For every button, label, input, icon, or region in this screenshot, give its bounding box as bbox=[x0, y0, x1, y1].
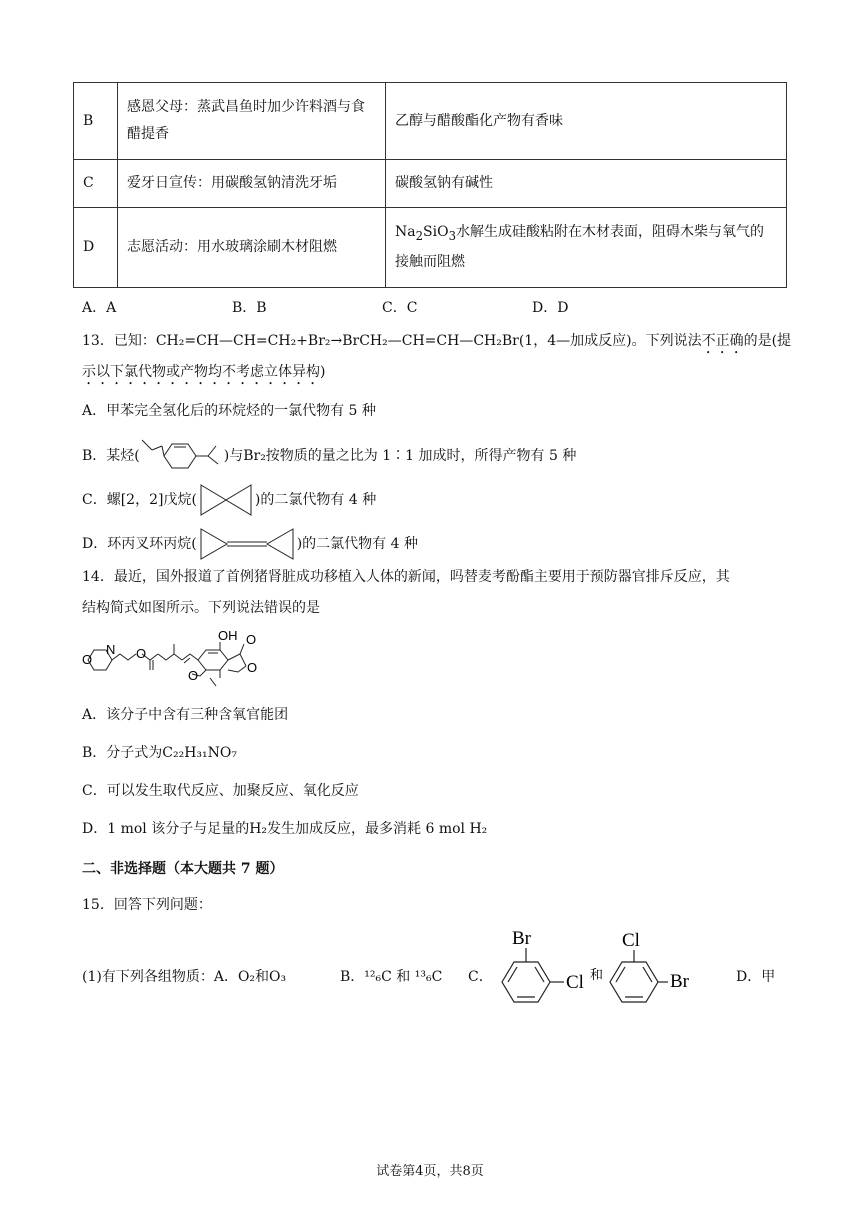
q15-stem: 15．回答下列问题： bbox=[82, 897, 212, 913]
mycophenolate-mofetil-structure bbox=[80, 622, 280, 694]
q13-option-d bbox=[82, 526, 418, 562]
row-reason: 碳酸氢钠有碱性 bbox=[386, 160, 787, 208]
table-row bbox=[74, 160, 787, 208]
q14-option-c: C．可以发生取代反应、加聚反应、氧化反应 bbox=[82, 783, 359, 799]
q13-option-b-pre: B．某烃( bbox=[82, 448, 140, 464]
ring-o-label: O bbox=[247, 660, 258, 675]
q12-option-d: D．D bbox=[532, 300, 569, 316]
q13-option-c-post: )的二氯代物有 4 种 bbox=[254, 492, 377, 508]
section-heading: 二、非选择题（本大题共 7 题） bbox=[82, 861, 284, 877]
cl-label-2: Cl bbox=[622, 930, 640, 951]
q13-option-b bbox=[82, 438, 576, 474]
cl-label-1: Cl bbox=[566, 972, 584, 993]
q13-emphasis: 不正确 bbox=[701, 333, 744, 349]
row-activity: 志愿活动：用水玻璃涂刷木材阻燃 bbox=[118, 208, 386, 288]
row-letter: D bbox=[74, 208, 118, 288]
q13-option-c bbox=[82, 482, 376, 518]
q13-option-d-pre: D．环丙叉环丙烷( bbox=[82, 536, 197, 552]
table-row bbox=[74, 83, 787, 160]
q13-option-d-post: )的二氯代物有 4 种 bbox=[296, 536, 418, 552]
q12-option-c: C．C bbox=[382, 300, 418, 316]
q13-stem-text2: 的是(提 bbox=[743, 333, 792, 349]
formula-part: Na bbox=[395, 223, 416, 240]
q12-option-b: B．B bbox=[232, 300, 267, 316]
table-row bbox=[74, 208, 787, 288]
spiropentane-structure bbox=[197, 482, 255, 518]
q15-option-b bbox=[340, 966, 442, 986]
q14-option-d: D．1 mol 该分子与足量的H₂发生加成反应，最多消耗 6 mol H₂ bbox=[82, 821, 488, 837]
row-reason bbox=[386, 208, 787, 288]
page-footer: 试卷第4页，共8页 bbox=[376, 1164, 484, 1179]
row-letter: C bbox=[74, 160, 118, 208]
methoxy-o-label: O bbox=[188, 668, 199, 683]
row-activity: 爱牙日宣传：用碳酸氢钠清洗牙垢 bbox=[118, 160, 386, 208]
q13-option-a: A．甲苯完全氢化后的环烷烃的一氯代物有 5 种 bbox=[82, 403, 376, 419]
oh-label: OH bbox=[218, 628, 238, 643]
ester-o-label: O bbox=[136, 646, 147, 661]
formula-part: SiO bbox=[423, 223, 449, 240]
q15-option-c-label: C． bbox=[468, 969, 493, 985]
row-activity: 感恩父母：蒸武昌鱼时加少许料酒与食醋提香 bbox=[118, 83, 386, 160]
n-label: N bbox=[106, 642, 116, 657]
options-table bbox=[73, 82, 787, 288]
carbonyl-o-label: O bbox=[246, 632, 257, 647]
formula-sub: 2 bbox=[415, 228, 424, 243]
q13-option-c-pre: C．螺[2，2]戊烷( bbox=[82, 492, 197, 508]
q13-stem-line1 bbox=[82, 330, 791, 357]
row-letter: B bbox=[74, 83, 118, 160]
br-label-2: Br bbox=[670, 971, 689, 992]
reason-text: 水解生成硅酸粘附在木材表面，阻碍木柴与氧气的接触而阻燃 bbox=[395, 223, 764, 271]
bicyclopropylidene-structure bbox=[197, 526, 297, 562]
q13-stem-text: 13．已知：CH₂=CH—CH=CH₂+Br₂→BrCH₂—CH=CH—CH₂Br(1，4—加成反应)。下列说法 bbox=[82, 333, 702, 349]
vinyl-isopropyl-cyclohexene-structure bbox=[140, 438, 224, 474]
q13-option-b-post: )与Br₂按物质的量之比为 1∶1 加成时，所得产物有 5 种 bbox=[223, 448, 577, 464]
q14-option-b: B．分子式为C₂₂H₃₁NO₇ bbox=[82, 745, 237, 761]
dihalobenzene-structures bbox=[492, 924, 712, 1030]
q15-part1: (1)有下列各组物质：A．O₂和O₃ bbox=[82, 969, 287, 985]
q13-stem-line2: 示以下氯代物或产物均不考虑立体异构) bbox=[82, 364, 326, 380]
q14-stem-line1: 14．最近，国外报道了首例猪肾脏成功移植入人体的新闻，吗替麦考酚酯主要用于预防器官排斥反应，其 bbox=[82, 569, 730, 585]
q12-option-a: A．A bbox=[82, 300, 117, 316]
q14-stem-line2: 结构简式如图所示。下列说法错误的是 bbox=[82, 600, 320, 616]
q15-option-b-text: ¹²₆C 和 ¹³₆C bbox=[364, 969, 443, 985]
q15-option-d: D．甲 bbox=[736, 969, 776, 985]
q14-option-a: A．该分子中含有三种含氧官能团 bbox=[82, 707, 289, 723]
and-label: 和 bbox=[590, 968, 604, 983]
br-label-1: Br bbox=[512, 928, 531, 949]
q15-option-b-label: B． bbox=[340, 969, 365, 985]
formula-sub: 3 bbox=[448, 228, 456, 243]
row-reason: 乙醇与醋酸酯化产物有香味 bbox=[386, 83, 787, 160]
morpholine-o-label: O bbox=[82, 652, 93, 667]
